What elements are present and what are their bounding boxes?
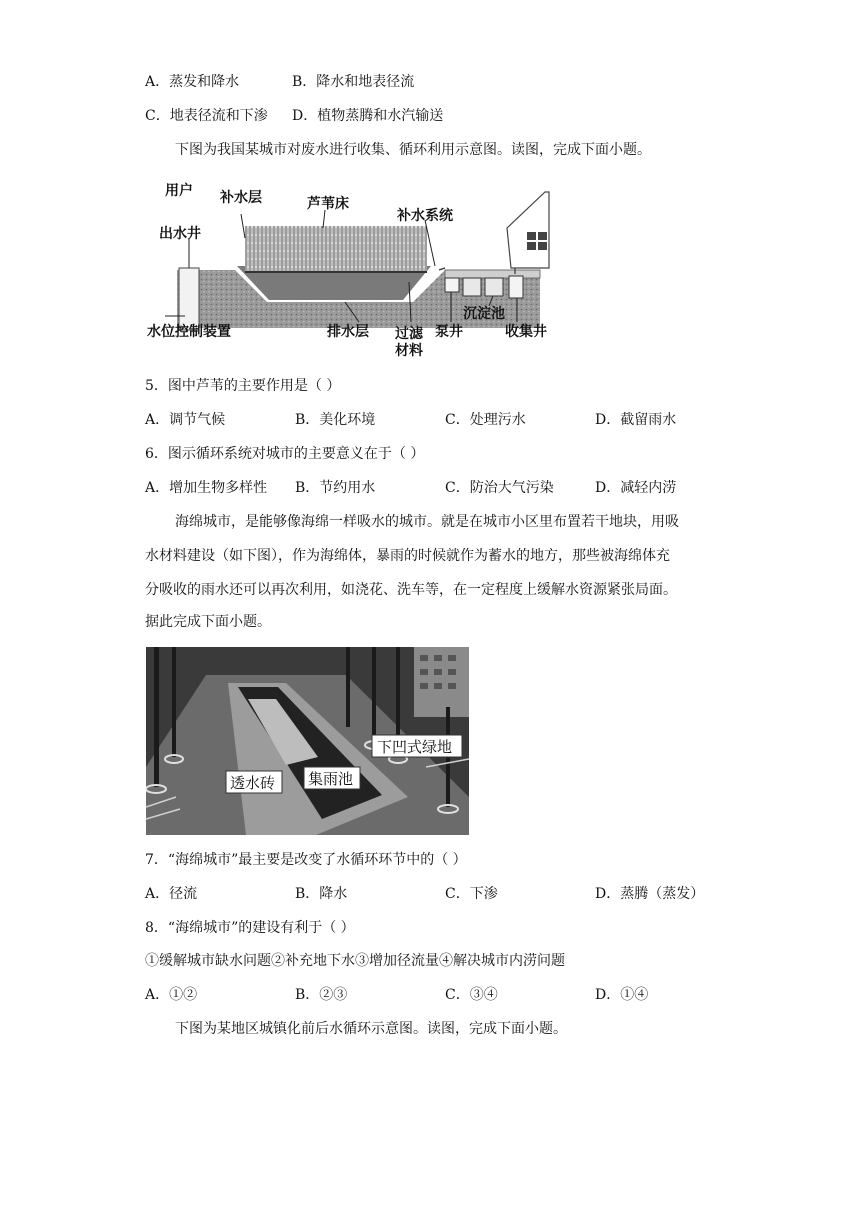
sponge-city-photo	[146, 647, 469, 835]
outlet-well-shape	[179, 268, 199, 330]
q8-option-a: A．①②	[145, 987, 198, 1003]
question-6-stem: 6．图示循环系统对城市的主要意义在于（ ）	[145, 446, 425, 462]
intro-paragraph-3: 下图为某地区城镇化前后水循环示意图。读图，完成下面小题。	[175, 1021, 567, 1037]
label-filter-material-2: 材料	[395, 343, 423, 359]
wastewater-recycling-diagram	[145, 178, 555, 360]
label-recharge-layer: 补水层	[220, 190, 262, 206]
q8-option-c: C．③④	[445, 987, 498, 1003]
question-8-items: ①缓解城市缺水问题②补充地下水③增加径流量④解决城市内涝问题	[145, 953, 565, 969]
q8-option-b: B．②③	[295, 987, 348, 1003]
q5-option-d: D．截留雨水	[595, 412, 677, 428]
sedimentation-tank-shape	[485, 278, 503, 296]
house-shape	[507, 192, 549, 268]
option-c: C．地表径流和下渗	[145, 108, 268, 124]
q7-option-a: A．径流	[145, 886, 198, 902]
label-rain-pool: 集雨池	[308, 770, 354, 788]
label-water-level-device: 水位控制装置	[147, 324, 231, 340]
q5-option-b: B．美化环境	[295, 412, 376, 428]
question-8-stem: 8．“海绵城市”的建设有利于（ ）	[145, 920, 355, 936]
q8-option-d: D．①④	[595, 987, 649, 1003]
q5-option-a: A．调节气候	[145, 412, 226, 428]
label-pump-well: 泵井	[435, 324, 463, 340]
option-d: D．植物蒸腾和水汽输送	[292, 108, 444, 124]
q7-option-c: C．下渗	[445, 886, 498, 902]
collection-well-shape	[509, 276, 523, 298]
option-a: A．蒸发和降水	[145, 74, 240, 90]
label-user: 用户	[165, 183, 193, 199]
intro-paragraph-2-line-4: 据此完成下面小题。	[145, 614, 271, 630]
q5-option-c: C．处理污水	[445, 412, 526, 428]
q7-option-b: B．降水	[295, 886, 348, 902]
label-outlet-well: 出水井	[159, 226, 201, 242]
intro-paragraph-1: 下图为我国某城市对废水进行收集、循环利用示意图。读图，完成下面小题。	[175, 142, 651, 158]
label-filter-material-1: 过滤	[395, 326, 423, 342]
option-b: B．降水和地表径流	[292, 74, 415, 90]
intro-paragraph-2-line-2: 水材料建设（如下图），作为海绵体，暴雨的时候就作为蓄水的地方，那些被海绵体充	[145, 548, 670, 564]
label-drain-layer: 排水层	[327, 324, 369, 340]
q6-option-b: B．节约用水	[295, 480, 376, 496]
label-reed-bed: 芦苇床	[307, 196, 349, 212]
pump-well-shape	[445, 278, 459, 292]
reed-bed-shape	[245, 226, 427, 272]
q6-option-c: C．防治大气污染	[445, 480, 554, 496]
label-sunken-green: 下凹式绿地	[377, 738, 453, 756]
q6-option-d: D．减轻内涝	[595, 480, 677, 496]
label-recharge-system: 补水系统	[397, 208, 453, 224]
q6-option-a: A．增加生物多样性	[145, 480, 268, 496]
intro-paragraph-2-line-1: 海绵城市，是能够像海绵一样吸水的城市。就是在城市小区里布置若干地块，用吸	[175, 514, 679, 530]
label-sedimentation-tank: 沉淀池	[463, 306, 505, 322]
label-collection-well: 收集井	[505, 324, 547, 340]
question-5-stem: 5．图中芦苇的主要作用是（ ）	[145, 378, 341, 394]
question-7-stem: 7．“海绵城市”最主要是改变了水循环环节中的（ ）	[145, 852, 467, 868]
q7-option-d: D．蒸腾（蒸发）	[595, 886, 705, 902]
label-permeable-brick: 透水砖	[230, 774, 276, 792]
intro-paragraph-2-line-3: 分吸收的雨水还可以再次利用，如浇花、洗车等，在一定程度上缓解水资源紧张局面。	[145, 582, 677, 598]
